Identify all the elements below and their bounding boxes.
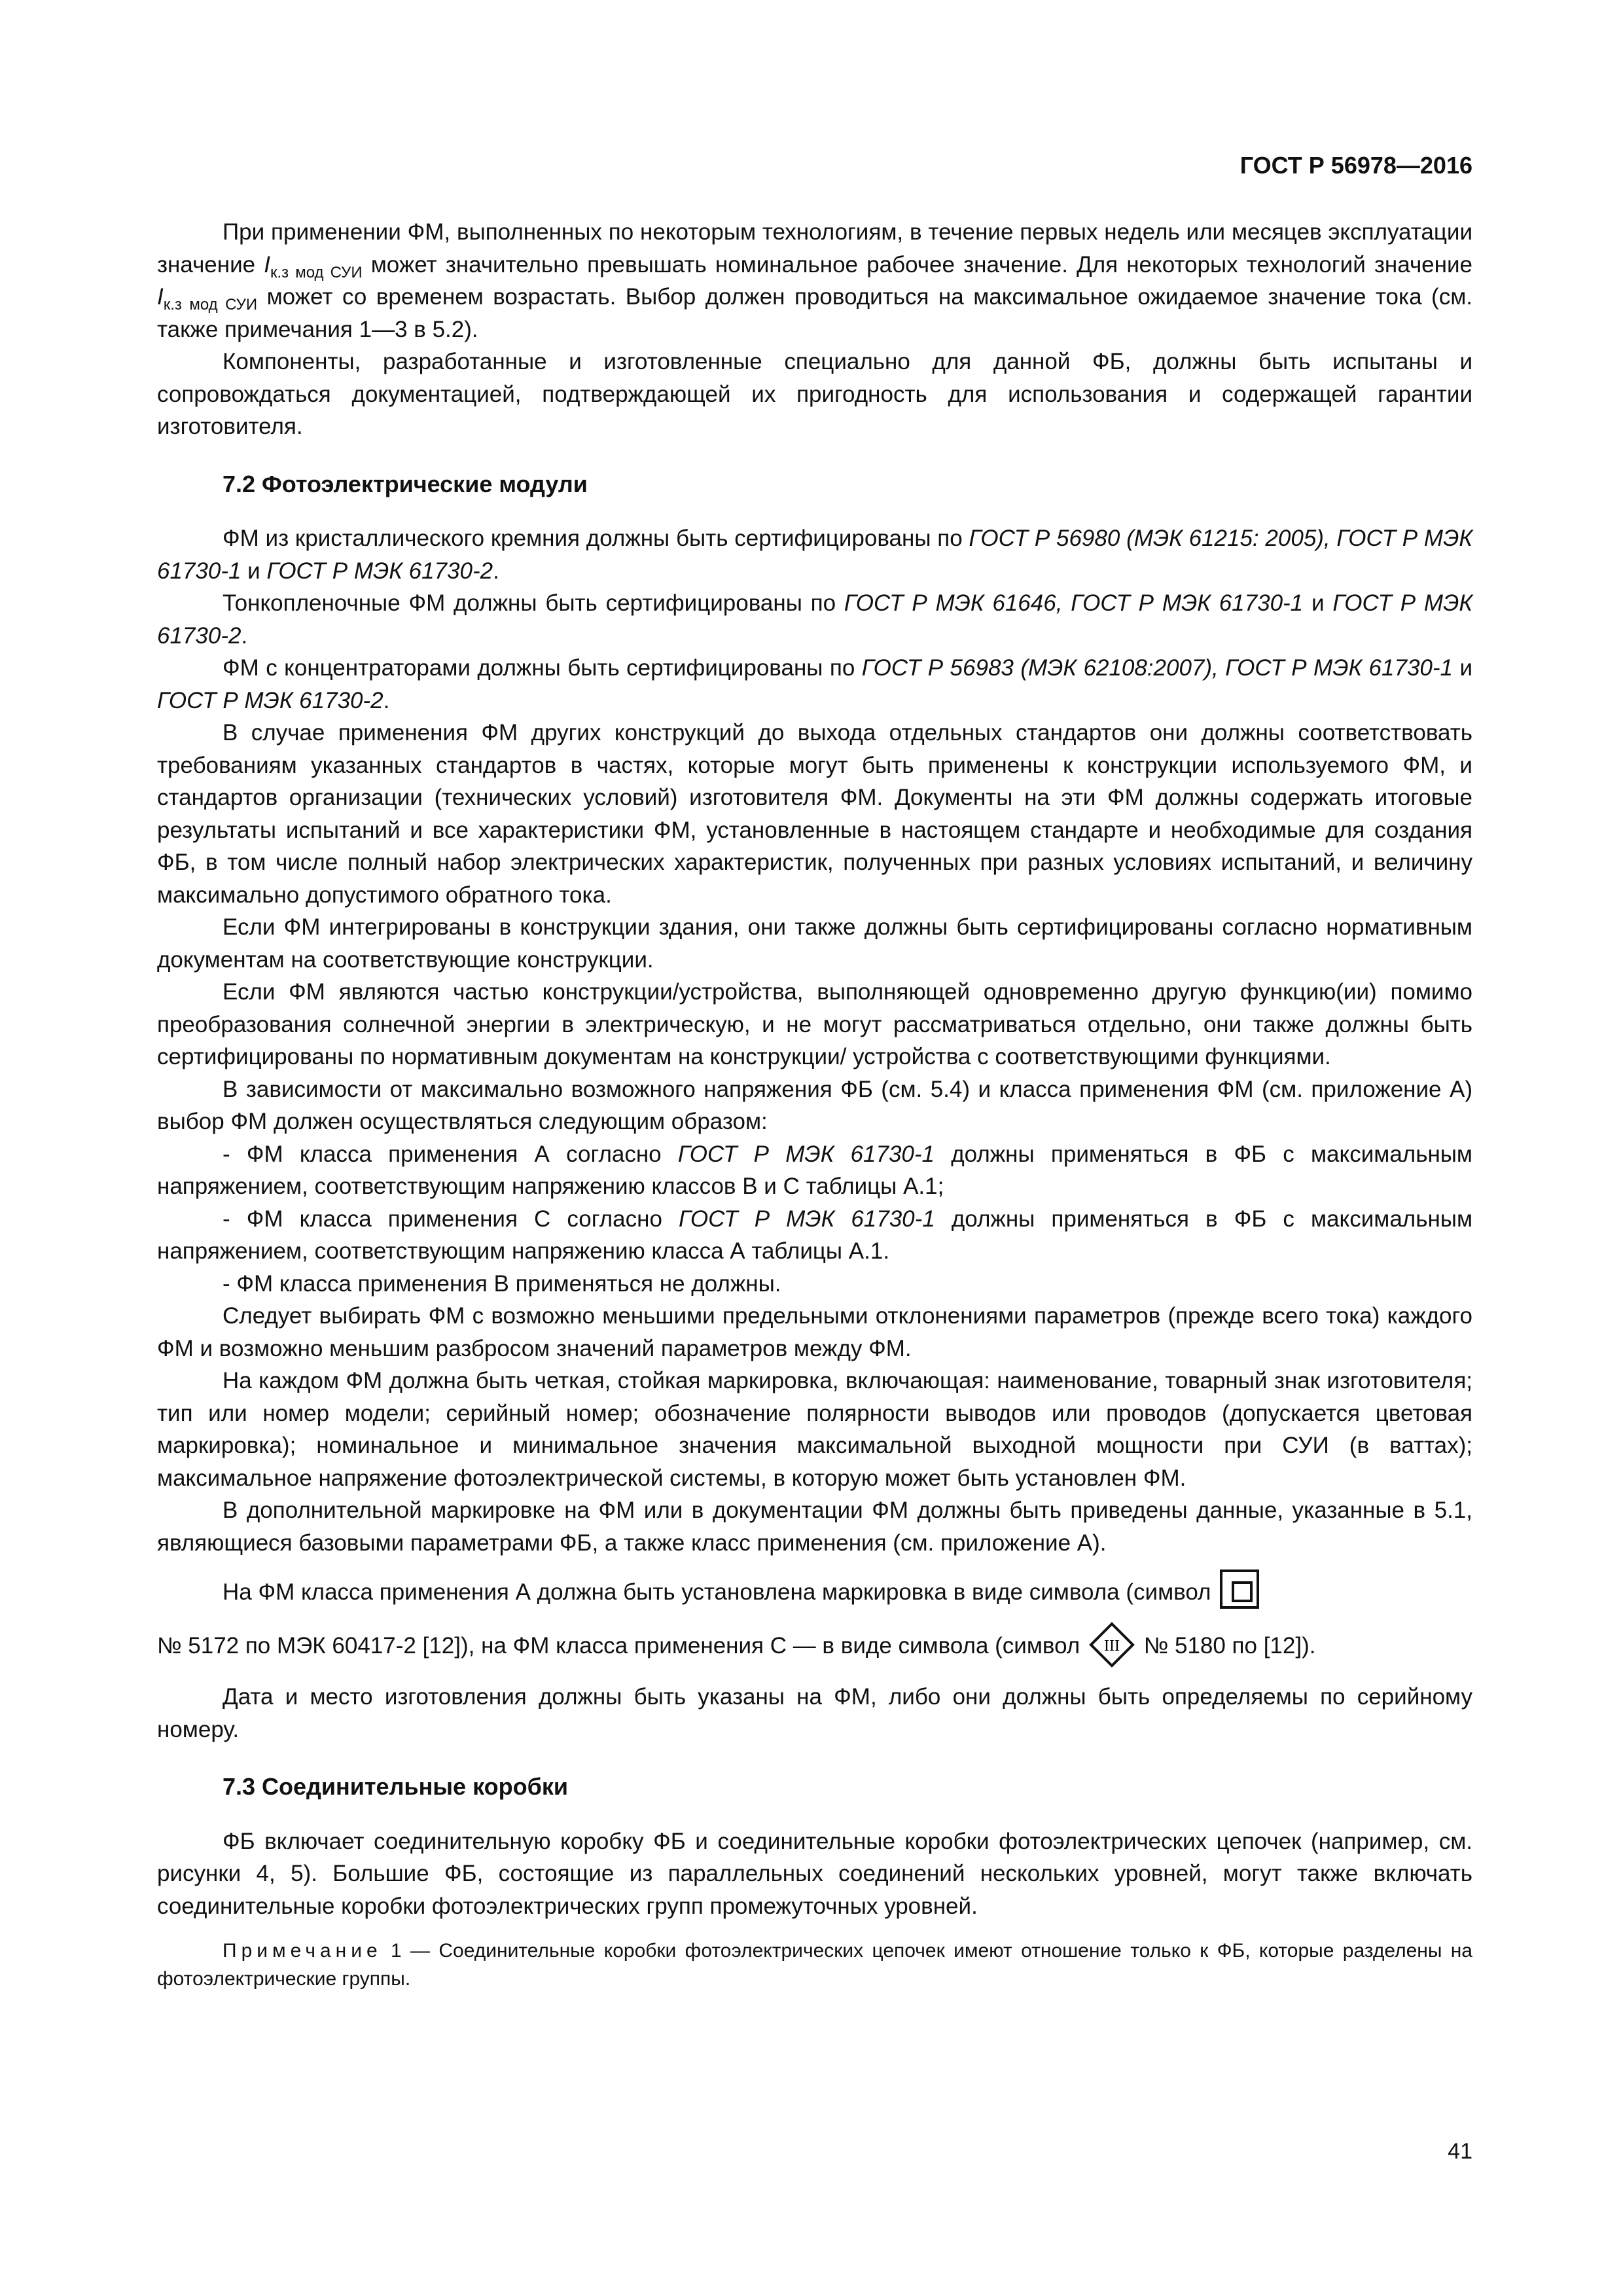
s72-marking-line-2: № 5172 по МЭК 60417-2 [12]), на ФМ класса применения С — в виде символа (символ III № 5180 по [12]). <box>157 1619 1472 1673</box>
s72-paragraph-2: Тонкопленочные ФМ должны быть сертифицированы по ГОСТ Р МЭК 61646, ГОСТ Р МЭК 61730-1 и ГОСТ Р МЭК 61730-2. <box>157 590 1472 649</box>
section-7-3-title: 7.3 Соединительные коробки <box>223 1773 568 1800</box>
intro-paragraph-2: Компоненты, разработанные и изготовленные специально для данной ФБ, должны быть испытаны и сопровождаться документацией, подтверждающей их пригодность для использования и содержащей гарантии изготовителя. <box>157 349 1472 439</box>
page-number: 41 <box>1448 2139 1472 2164</box>
s73-paragraph-1: ФБ включает соединительную коробку ФБ и соединительные коробки фотоэлектрических цепочек (например, см. рисунки 4, 5). Большие ФБ, состоящие из параллельных соединений нескольких уровней, могут также включать соединительные коробки фотоэлектрических групп промежуточных уровней. <box>157 1828 1472 1919</box>
section-7-2-title: 7.2 Фотоэлектрические модули <box>223 470 588 497</box>
intro-paragraph-1: При применении ФМ, выполненных по некоторым технологиям, в течение первых недель или месяцев эксплуатации значение $I_{к.з мод СУИ}$ может значительно превышать номинальное рабочее значение. Для некоторых технологий значение $I_{к.з мод СУИ}$ может со временем возрастать. Выбор должен проводиться на максимальное ожидаемое значение тока (см. также примечания 1—3 в 5.2). <box>157 219 1472 342</box>
s72-list-item-3: - ФМ класса применения В применяться не должны. <box>223 1270 781 1297</box>
s72-paragraph-6: Если ФМ являются частью конструкции/устройства, выполняющей одновременно другую функцию(ии) помимо преобразования солнечной энергии в электрическую, и не могут рассматриваться отдельно, они также должны быть сертифицированы по нормативным документам на конструкции/ устройства с соответствующими функциями. <box>157 979 1472 1069</box>
class-iii-symbol-text: III <box>1103 1638 1120 1655</box>
s72-paragraph-9: На каждом ФМ должна быть четкая, стойкая маркировка, включающая: наименование, товарный знак изготовителя; тип или номер модели; серийный номер; обозначение полярности выводов или проводов (допускается цветовая маркировка); номинальное и минимальное значения максимальной выходной мощности при СУИ (в ваттах); максимальное напряжение фотоэлектрической системы, в которую может быть установлен ФМ. <box>157 1368 1472 1491</box>
s72-paragraph-10: В дополнительной маркировке на ФМ или в документации ФМ должны быть приведены данные, указанные в 5.1, являющиеся базовыми параметрами ФБ, а также класс применения (см. приложение А). <box>157 1498 1472 1556</box>
s73-note: Примечание 1 — Соединительные коробки фотоэлектрических цепочек имеют отношение только к ФБ, которые разделены на фотоэлектрические группы. <box>157 1940 1472 1990</box>
class-ii-square-symbol-icon <box>1220 1570 1259 1609</box>
page-body <box>157 144 1472 2013</box>
s72-paragraph-4: В случае применения ФМ других конструкций до выхода отдельных стандартов они должны соответствовать требованиям указанных стандартов в частях, которые могут быть применены к конструкции используемого ФМ, и стандартов организации (технических условий) изготовителя ФМ. Документы на эти ФМ должны содержать итоговые результаты испытаний и все характеристики ФМ, установленные в настоящем стандарте и необходимые для создания ФБ, в том числе полный набор электрических характеристик, полученных при разных условиях испытаний, и величину максимально допустимого обратного тока. <box>157 720 1472 908</box>
s72-paragraph-7: В зависимости от максимально возможного напряжения ФБ (см. 5.4) и класса применения ФМ (см. приложение А) выбор ФМ должен осуществляться следующим образом: <box>157 1076 1472 1134</box>
s72-paragraph-5: Если ФМ интегрированы в конструкции здания, они также должны быть сертифицированы согласно нормативным документам на соответствующие конструкции. <box>157 914 1472 973</box>
class-iii-diamond-symbol-icon <box>1089 1622 1135 1668</box>
document-id: ГОСТ Р 56978—2016 <box>1240 152 1472 179</box>
s72-list-item-1: - ФМ класса применения А согласно ГОСТ Р МЭК 61730-1 должны применяться в ФБ с максимальным напряжением, соответствующим напряжению классов В и С таблицы А.1; <box>157 1141 1472 1199</box>
s72-paragraph-1: ФМ из кристаллического кремния должны быть сертифицированы по ГОСТ Р 56980 (МЭК 61215: 2005), ГОСТ Р МЭК 61730-1 и ГОСТ Р МЭК 61730-2. <box>157 526 1472 584</box>
note-label: Примечание <box>223 1940 382 1962</box>
s72-paragraph-8: Следует выбирать ФМ с возможно меньшими предельными отклонениями параметров (прежде всего тока) каждого ФМ и возможно меньшим разбросом значений параметров между ФМ. <box>157 1303 1472 1361</box>
s72-marking-line-1: На ФМ класса применения А должна быть установлена маркировка в виде символа (символ <box>157 1566 1472 1619</box>
s72-list-item-2: - ФМ класса применения С согласно ГОСТ Р МЭК 61730-1 должны применяться в ФБ с максимальным напряжением, соответствующим напряжению класса А таблицы А.1. <box>157 1206 1473 1264</box>
s72-paragraph-3: ФМ с концентраторами должны быть сертифицированы по ГОСТ Р 56983 (МЭК 62108:2007), ГОСТ Р МЭК 61730-1 и ГОСТ Р МЭК 61730-2. <box>157 655 1472 713</box>
s72-paragraph-11: Дата и место изготовления должны быть указаны на ФМ, либо они должны быть определяемы по серийному номеру. <box>157 1684 1472 1742</box>
